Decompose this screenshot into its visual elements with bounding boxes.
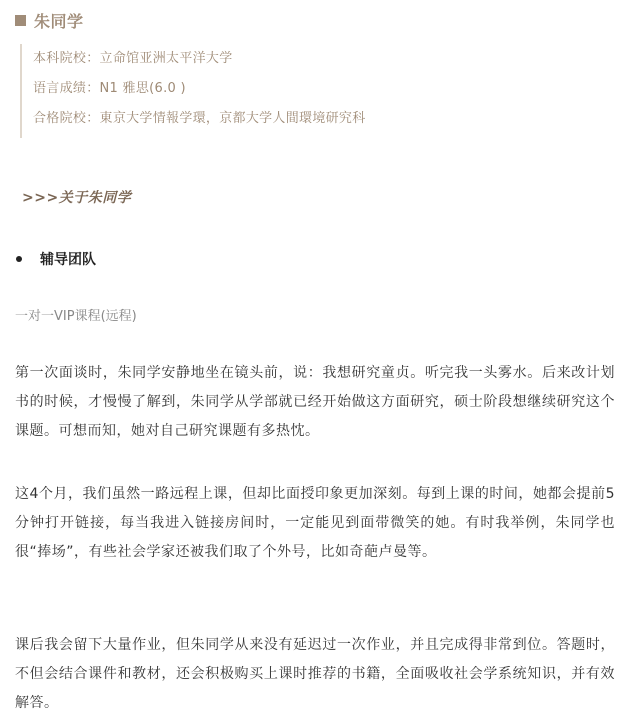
info-separator: ： [86, 81, 100, 96]
info-line-language [33, 74, 593, 104]
paragraph-homework: 课后我会留下大量作业，但朱同学从来没有延迟过一次作业，并且完成得非常到位。答题时，不但会结合课件和教材，还会积极购买上课时推荐的书籍，全面吸收社会学系统知识，并有效解答。 [15, 637, 615, 711]
info-value: 東京大学情報学環，京都大学人間環境研究科 [99, 111, 366, 126]
about-heading: >>>关于朱同学 [22, 190, 132, 206]
info-label: 本科院校 [33, 51, 87, 66]
info-line-admitted [33, 104, 593, 134]
info-separator: ： [86, 111, 100, 126]
student-name: 朱同学 [34, 11, 84, 31]
info-separator: ： [86, 51, 100, 66]
info-label: 语言成绩 [33, 81, 87, 96]
tutoring-team-label: 辅导团队 [40, 252, 96, 268]
student-title [15, 8, 84, 32]
info-line-undergrad [33, 44, 593, 74]
info-value: 立命馆亚洲太平洋大学 [99, 51, 233, 66]
info-label: 合格院校 [33, 111, 87, 126]
student-info-block [20, 44, 593, 138]
info-value: N1 雅思(6.0 ) [99, 81, 186, 96]
course-type: 一对一VIP课程(远程) [15, 309, 137, 324]
square-bullet-icon [15, 15, 26, 26]
paragraph-first-meeting: 第一次面谈时，朱同学安静地坐在镜头前，说：我想研究童贞。听完我一头雾水。后来改计划书的时候，才慢慢了解到，朱同学从学部就已经开始做这方面研究，硕士阶段想继续研究这个课题。可想而知，她对自己研究课题有多热忱。 [15, 365, 615, 439]
paragraph-four-months: 这4个月，我们虽然一路远程上课，但却比面授印象更加深刻。每到上课的时间，她都会提前5分钟打开链接，每当我进入链接房间时，一定能见到面带微笑的她。有时我举例，朱同学也很“捧场”，有些社会学家还被我们取了个外号，比如奇葩卢曼等。 [15, 486, 615, 560]
tutoring-team-item [14, 247, 96, 271]
bullet-dot-icon [16, 256, 22, 262]
